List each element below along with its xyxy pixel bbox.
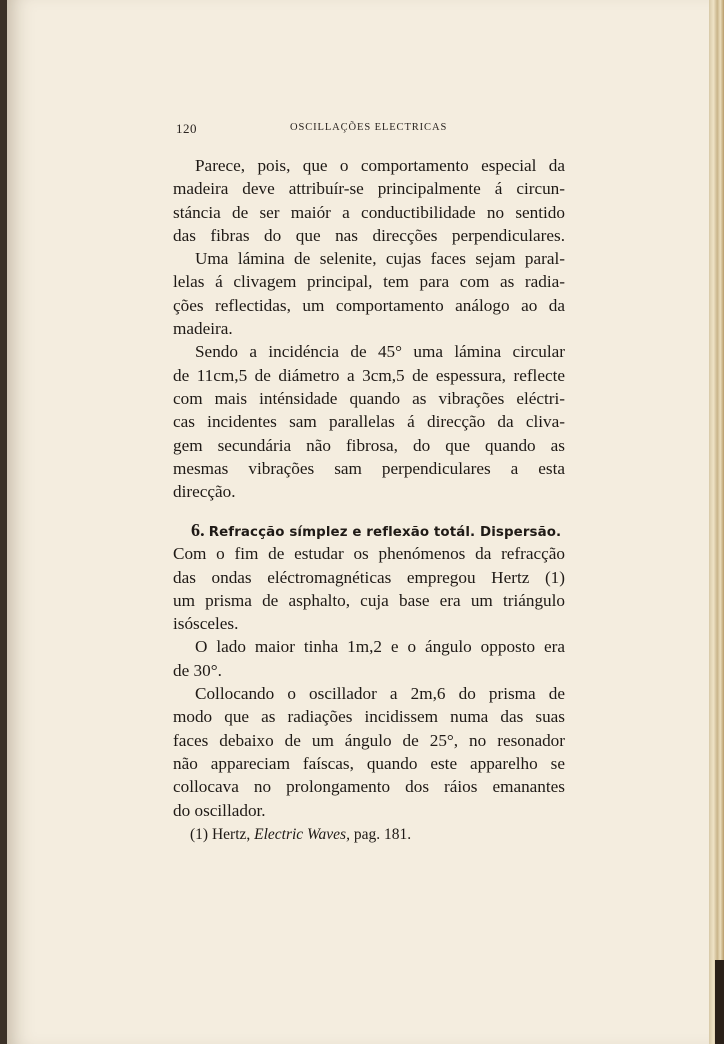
text-line: stáncia de ser maiór a conductibilidade no sentido bbox=[173, 202, 565, 222]
text-line: lelas á clivagem principal, tem para com as radia- bbox=[173, 272, 565, 292]
text-line: Sendo a incidéncia de 45° uma lámina circular bbox=[195, 342, 565, 362]
text-line: O lado maior tinha 1m,2 e o ángulo opposto era bbox=[195, 637, 565, 657]
text-line: do oscillador. bbox=[173, 800, 266, 820]
text-line: de 30°. bbox=[173, 660, 222, 680]
paragraph bbox=[173, 635, 565, 682]
text-line: isósceles. bbox=[173, 614, 239, 634]
text-line: Com o fim de estudar os phenómenos da refracção bbox=[173, 544, 565, 564]
text-line: de 11cm,5 de diámetro a 3cm,5 de espessura, reflecte bbox=[173, 365, 565, 385]
section-number: 6. bbox=[191, 520, 205, 540]
paragraph bbox=[173, 682, 565, 822]
text-line: Parece, pois, que o comportamento especial da bbox=[195, 156, 565, 175]
page-edge bbox=[709, 0, 724, 1044]
paragraph bbox=[173, 154, 565, 247]
text-line: com mais inténsidade quando as vibrações eléctri- bbox=[173, 388, 565, 408]
text-line: direcção. bbox=[173, 482, 236, 502]
text-line: cas incidentes sam parallelas á direcção da cliva- bbox=[173, 412, 565, 432]
section bbox=[173, 519, 565, 635]
text-block-bottom bbox=[173, 519, 565, 822]
footnote-title: Electric Waves, bbox=[254, 826, 350, 843]
footnote-marker: (1) bbox=[190, 826, 209, 843]
footnote-author: Hertz, bbox=[211, 826, 251, 843]
page-number: 120 bbox=[176, 121, 197, 136]
text-line: das fibras do que nas direcções perpendiculares. bbox=[173, 225, 565, 245]
footnote-pages: pag. 181. bbox=[353, 826, 412, 843]
text-line: madeira deve attribuír-se principalmente á circun- bbox=[173, 179, 565, 199]
running-title: OSCILLAÇÕES ELECTRICAS bbox=[290, 122, 448, 133]
section-heading bbox=[173, 519, 565, 542]
section-title: Refracção símplez e reflexão totál. Dispersão. bbox=[208, 525, 562, 540]
text-line: um prisma de asphalto, cuja base era um triángulo bbox=[173, 590, 565, 610]
text-line: ções reflectidas, um comportamento análogo ao da bbox=[173, 295, 565, 315]
text-line: gem secundária não fibrosa, do que quando as bbox=[173, 435, 565, 455]
text-line: madeira. bbox=[173, 319, 233, 339]
paragraph bbox=[173, 340, 565, 503]
text-line: das ondas eléctromagnéticas empregou Hertz (1) bbox=[173, 567, 565, 587]
text-block-top bbox=[173, 154, 565, 503]
text-line: modo que as radiações incidissem numa das suas bbox=[173, 707, 565, 727]
footnote bbox=[190, 826, 411, 844]
text-line: Uma lámina de selenite, cujas faces sejam paral- bbox=[195, 249, 565, 269]
text-line: não appareciam faíscas, quando este apparelho se bbox=[173, 753, 565, 773]
book-spine-shadow bbox=[0, 0, 7, 1044]
text-line: mesmas vibrações sam perpendiculares a esta bbox=[173, 458, 565, 478]
text-line: collocava no prolongamento dos ráios emanantes bbox=[173, 777, 565, 797]
page-header bbox=[176, 121, 566, 141]
adjacent-page-dark bbox=[715, 960, 724, 1044]
paragraph bbox=[173, 247, 565, 340]
text-line: Collocando o oscillador a 2m,6 do prisma de bbox=[195, 684, 565, 704]
text-line: faces debaixo de um ángulo de 25°, no resonador bbox=[173, 730, 565, 750]
